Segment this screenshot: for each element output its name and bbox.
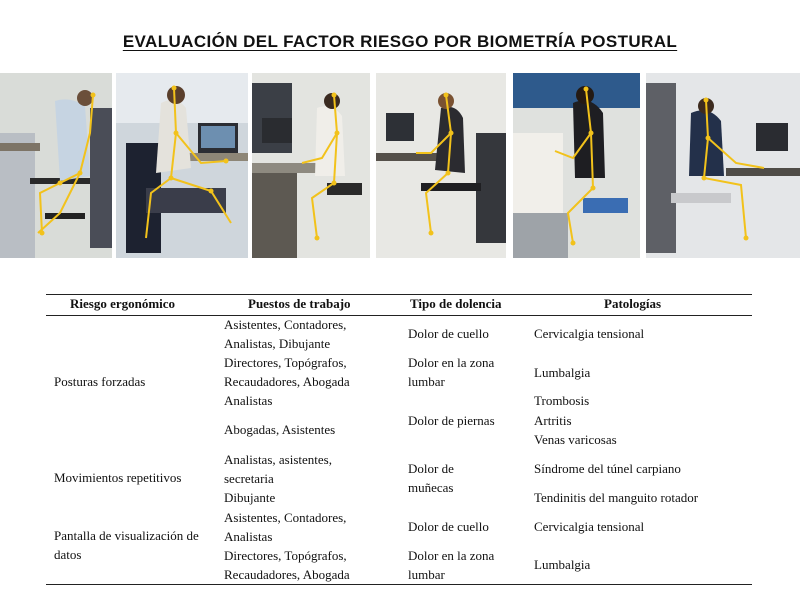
ailment-cell: Dolor de cuello bbox=[408, 519, 489, 534]
position-cell: Analistas, asistentes, secretaria bbox=[224, 452, 332, 486]
table-header-rule bbox=[46, 315, 752, 316]
pathology-cell: Lumbalgia bbox=[534, 557, 591, 572]
position-cell: Dibujante bbox=[224, 490, 276, 505]
pathology-cell: Cervicalgia tensional bbox=[534, 519, 645, 534]
pathology-cell: Cervicalgia tensional bbox=[534, 326, 645, 341]
position-cell: Abogadas, Asistentes bbox=[224, 422, 336, 437]
position-cell: Directores, Topógrafos, Recaudadores, Abogada bbox=[224, 355, 350, 389]
ailment-cell: Dolor en la zona lumbar bbox=[408, 548, 495, 582]
pathology-cell: Artritis bbox=[534, 413, 572, 428]
photo-worker-2 bbox=[116, 73, 248, 258]
header-pathologies: Patologías bbox=[604, 296, 662, 311]
header-ailment: Tipo de dolencia bbox=[410, 296, 502, 311]
risk-label: Pantalla de visualización de datos bbox=[54, 528, 199, 562]
photo-worker-1 bbox=[0, 73, 112, 258]
risk-label: Movimientos repetitivos bbox=[54, 470, 182, 485]
risk-label: Posturas forzadas bbox=[54, 374, 146, 389]
pathology-cell: Venas varicosas bbox=[534, 432, 617, 447]
photo-worker-5 bbox=[513, 73, 640, 258]
pathology-cell: Trombosis bbox=[534, 393, 590, 408]
pathology-cell: Lumbalgia bbox=[534, 365, 591, 380]
ailment-cell: Dolor en la zona lumbar bbox=[408, 355, 495, 389]
page-title: EVALUACIÓN DEL FACTOR RIESGO POR BIOMETRÍA POSTURAL bbox=[122, 32, 678, 51]
ailment-cell: Dolor de piernas bbox=[408, 413, 495, 428]
pathology-cell: Síndrome del túnel carpiano bbox=[534, 461, 681, 476]
photo-worker-4 bbox=[376, 73, 506, 258]
ailment-cell: Dolor de muñecas bbox=[408, 461, 454, 495]
position-cell: Asistentes, Contadores, Analistas, Dibujante bbox=[224, 317, 347, 351]
position-cell: Analistas bbox=[224, 393, 273, 408]
position-cell: Directores, Topógrafos, Recaudadores, Abogada bbox=[224, 548, 350, 582]
table-bottom-rule bbox=[46, 584, 752, 585]
header-positions: Puestos de trabajo bbox=[248, 296, 351, 311]
photo-worker-6 bbox=[646, 73, 800, 258]
ailment-cell: Dolor de cuello bbox=[408, 326, 489, 341]
photo-worker-3 bbox=[252, 73, 370, 258]
position-cell: Asistentes, Contadores, Analistas bbox=[224, 510, 347, 544]
pathology-cell: Tendinitis del manguito rotador bbox=[534, 490, 699, 505]
header-risk: Riesgo ergonómico bbox=[70, 296, 176, 311]
